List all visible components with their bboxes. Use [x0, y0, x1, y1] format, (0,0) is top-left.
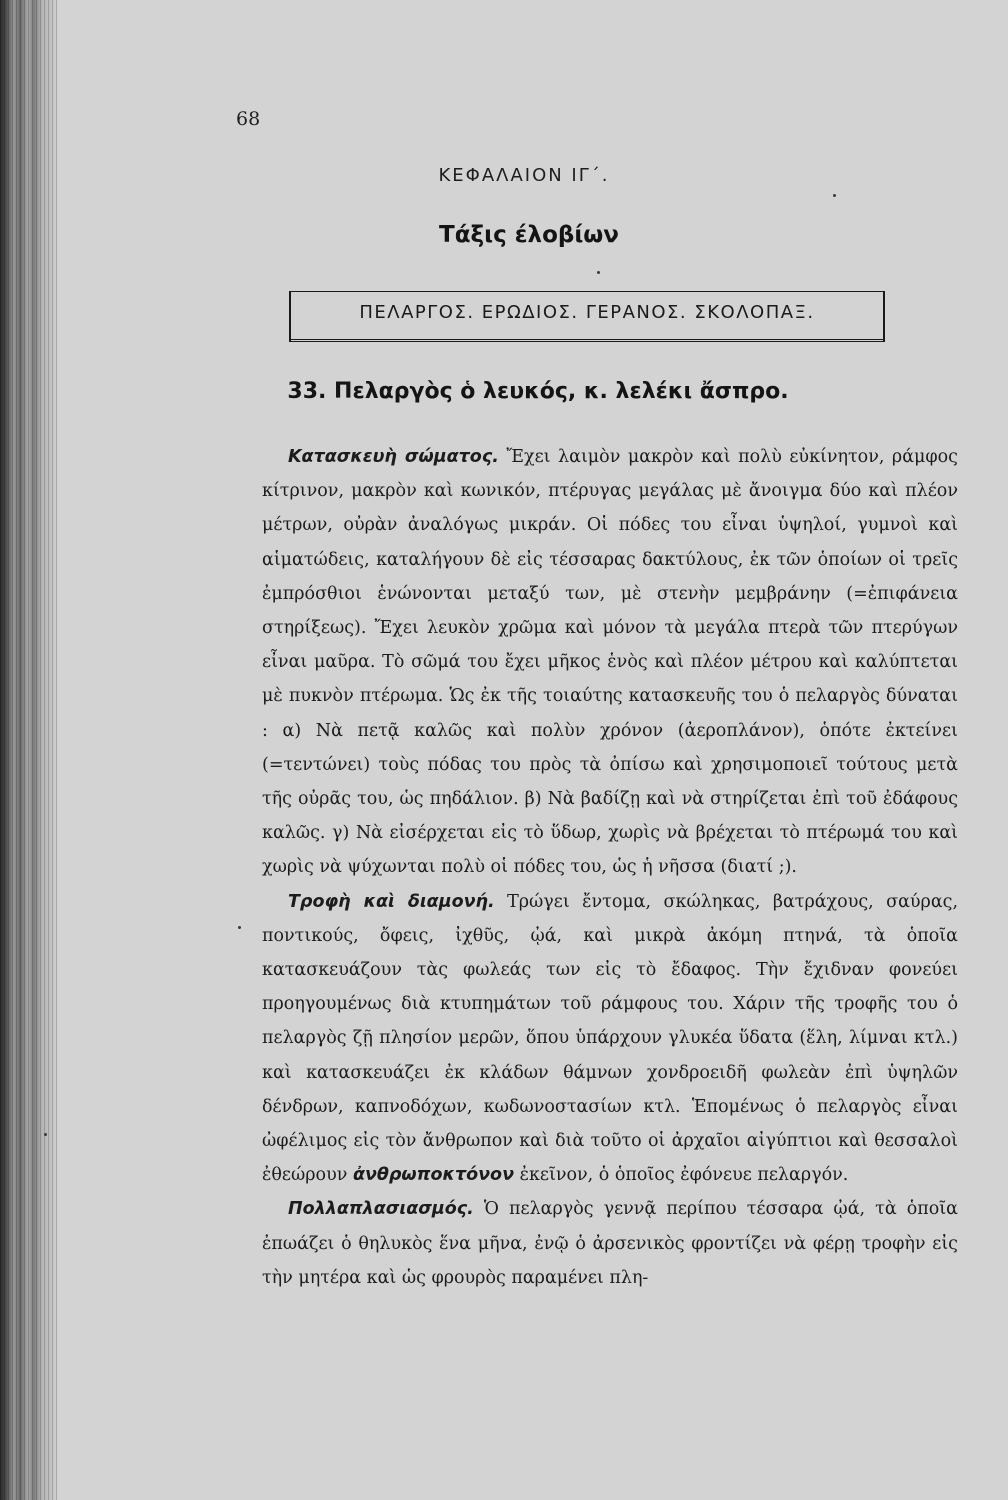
print-speck [597, 271, 600, 274]
paragraph-text-end: ἐκεῖνον, ὁ ὁποῖος ἐφόνευε πελαργόν. [514, 1165, 849, 1186]
paragraph-body-structure [262, 440, 958, 885]
paragraph-food-habitat [262, 885, 958, 1193]
print-speck [833, 194, 836, 197]
paragraph-heading: Πολλαπλασιασμός. [288, 1199, 474, 1220]
paragraph-heading: Κατασκευὴ σώματος. [288, 447, 499, 467]
paragraph-reproduction [262, 1192, 958, 1295]
body-text [262, 440, 958, 1295]
paragraph-text: Τρώγει ἔντομα, σκώληκας, βατράχους, σαύρας, ποντικούς, ὄφεις, ἰχθῦς, ᾠά, καὶ μικρὰ ἀκόμη πτηνά, τὰ ὁποῖα κατασκευάζουν τὰς φωλεάς των εἰς τὸ ἔδαφος. Τὴν ἔχιδναν φονεύει προηγουμένως διὰ κτυπημάτων τοῦ ράμφους του. Χάριν τῆς τροφῆς του ὁ πελαργὸς ζῇ πλησίον μερῶν, ὅπου ὑπάρχουν γλυκέα ὕδατα (ἕλη, λίμναι κτλ.) καὶ κατασκευάζει ἐκ κλάδων θάμνων χονδροειδῆ φωλεὰν ἐπὶ ὑψηλῶν δένδρων, καπνοδόχων, κωδωνοστασίων κτλ. Ἑπομένως ὁ πελαργὸς εἶναι ὠφέλιμος εἰς τὸν ἄνθρωπον καὶ διὰ τοῦτο οἱ ἀρχαῖοι αἰγύπτιοι καὶ θεσσαλοὶ ἐθεώρουν [262, 891, 959, 1186]
paragraph-heading: Τροφὴ καὶ διαμονή. [288, 891, 495, 912]
species-box [289, 291, 885, 342]
paragraph-text: Ὁ πελαργὸς γεννᾷ περίπου τέσσαρα ᾠά, τὰ ὁποῖα ἐπωάζει ὁ θηλυκὸς ἕνα μῆνα, ἐνῷ ὁ ἀρσενικὸς φροντίζει νὰ φέρῃ τροφὴν εἰς τὴν μητέρα καὶ ὡς φρουρὸς παραμένει πλη- [262, 1199, 958, 1288]
species-list: ΠΕΛΑΡΓΟΣ. ΕΡΩΔΙΟΣ. ΓΕΡΑΝΟΣ. ΣΚΟΛΟΠΑΞ. [359, 302, 815, 323]
section-title: 33. Πελαργὸς ὁ λευκός, κ. λελέκι ἄσπρο. [287, 379, 789, 404]
print-speck [238, 926, 241, 929]
emphasized-word: ἀνθρωποκτόνον [352, 1165, 514, 1186]
paragraph-text: Ἔχει λαιμὸν μακρὸν καὶ πολὺ εὐκίνητον, ράμφος κίτρινον, μακρὸν καὶ κωνικόν, πτέρυγας μεγάλας μὲ ἄνοιγμα δύο καὶ πλέον μέτρων, οὐρὰν ἀναλόγως μικράν. Οἱ πόδες του εἶναι ὑψηλοί, γυμνοὶ καὶ αἱματώδεις, καταλήγουν δὲ εἰς τέσσαρας δακτύλους, ἐκ τῶν ὁποίων οἱ τρεῖς ἐμπρόσθιοι ἑνώνονται μεταξύ των, μὲ στενὴν μεμβράνην (=ἐπιφάνεια στηρίξεως). Ἔχει λευκὸν χρῶμα καὶ μόνον τὰ μεγάλα πτερὰ τῶν πτερύγων εἶναι μαῦρα. Τὸ σῶμά του ἔχει μῆκος ἑνὸς καὶ πλέον μέτρου καὶ καλύπτεται μὲ πυκνὸν πτέρωμα. Ὡς ἐκ τῆς τοιαύτης κατασκευῆς του ὁ πελαργὸς δύναται : α) Νὰ πετᾷ καλῶς καὶ πολὺν χρόνον (ἀεροπλάνον), ὁπότε ἐκτείνει (=τεντώνει) τοὺς πόδας του πρὸς τὰ ὀπίσω καὶ χρησιμοποιεῖ τούτους μετὰ τῆς οὐρᾶς του, ὡς πηδάλιον. β) Νὰ βαδίζῃ καὶ νὰ στηρίζεται ἐπὶ τοῦ ἐδάφους καλῶς. γ) Νὰ εἰσέρχεται εἰς τὸ ὕδωρ, χωρὶς νὰ βρέχεται τὸ πτέρωμά του καὶ χωρὶς νὰ ψύχωνται πολὺ οἱ πόδες του, ὡς ἡ νῆσσα (διατί ;). [262, 447, 958, 878]
print-speck [44, 1133, 47, 1136]
page-number: 68 [236, 108, 261, 130]
order-title: Τάξις έλοβίων [439, 222, 619, 248]
chapter-heading: ΚΕΦΑΛΑΙΟΝ ΙΓ΄. [438, 165, 610, 186]
